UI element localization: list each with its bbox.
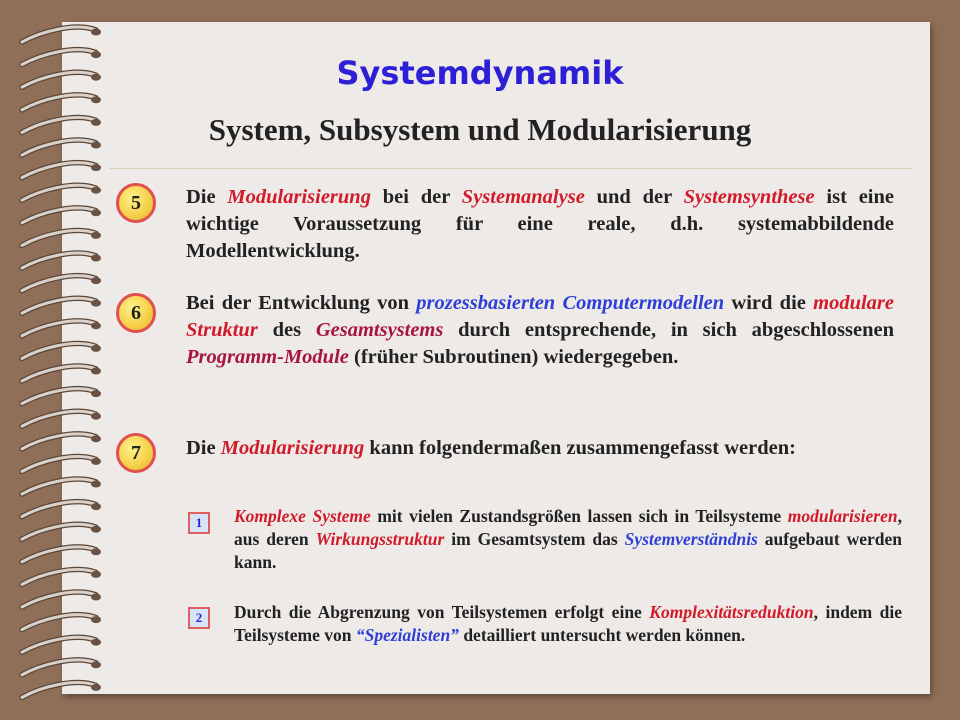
spiral-hole <box>91 413 101 420</box>
spiral-hole <box>91 277 101 284</box>
point-6-badge <box>116 293 156 333</box>
point-5-number: 5 <box>131 191 141 214</box>
spiral-hole <box>91 616 101 623</box>
spiral-hole <box>91 458 101 465</box>
spiral-hole <box>91 232 101 239</box>
spiral-hole <box>91 96 101 103</box>
spiral-hole <box>91 661 101 668</box>
subpoint-2-badge <box>188 607 210 629</box>
spiral-hole <box>91 255 101 262</box>
spiral-hole <box>91 526 101 533</box>
spiral-hole <box>91 390 101 397</box>
subpoint-2-number: 2 <box>195 610 203 625</box>
point-6-number: 6 <box>131 301 141 324</box>
spiral-hole <box>91 164 101 171</box>
spiral-hole <box>91 684 101 691</box>
page-title: Systemdynamik <box>336 54 624 92</box>
spiral-hole <box>91 345 101 352</box>
spiral-hole <box>91 571 101 578</box>
point-6-text: Bei der Entwicklung von prozessbasierten Computermodellen wird die modulare Struktur des Gesamtsystems durch entsprechende, in sich abgeschlossenen Programm-Module (früher Subroutinen) wiedergegeben. <box>186 292 895 368</box>
spiral-hole <box>91 209 101 216</box>
subpoint-1-text: Komplexe Systeme mit vielen Zustandsgrößen lassen sich in Teilsysteme modularisieren, aus deren Wirkungsstruktur im Gesamtsystem das Systemverständnis aufgebaut werden kann. <box>234 506 902 572</box>
subpoint-2-text: Durch die Abgrenzung von Teilsystemen erfolgt eine Komplexitätsreduktion, indem die Teilsysteme von “Spezialisten” detailliert untersucht werden können. <box>234 602 902 645</box>
spiral-hole <box>91 322 101 329</box>
point-7-number: 7 <box>131 441 141 464</box>
spiral-hole <box>91 435 101 442</box>
page-subtitle: System, Subsystem und Modularisierung <box>208 112 752 147</box>
spiral-hole <box>91 300 101 307</box>
title-divider <box>110 168 912 169</box>
spiral-hole <box>91 187 101 194</box>
spiral-hole <box>91 481 101 488</box>
spiral-hole <box>91 503 101 510</box>
spiral-hole <box>91 594 101 601</box>
point-7-badge <box>116 433 156 473</box>
subpoint-1-badge <box>188 512 210 534</box>
spiral-hole <box>91 29 101 36</box>
spiral-binding <box>0 0 120 720</box>
point-5-badge <box>116 183 156 223</box>
point-7-text: Die Modularisierung kann folgendermaßen zusammengefasst werden: <box>186 437 796 459</box>
spiral-hole <box>91 639 101 646</box>
spiral-hole <box>91 548 101 555</box>
point-5-text: Die Modularisierung bei der Systemanalyse und der Systemsynthese ist eine wichtige Voraussetzung für eine reale, d.h. systemabbildende Modellentwicklung. <box>186 186 894 262</box>
subpoint-1-number: 1 <box>195 515 203 530</box>
spiral-hole <box>91 368 101 375</box>
